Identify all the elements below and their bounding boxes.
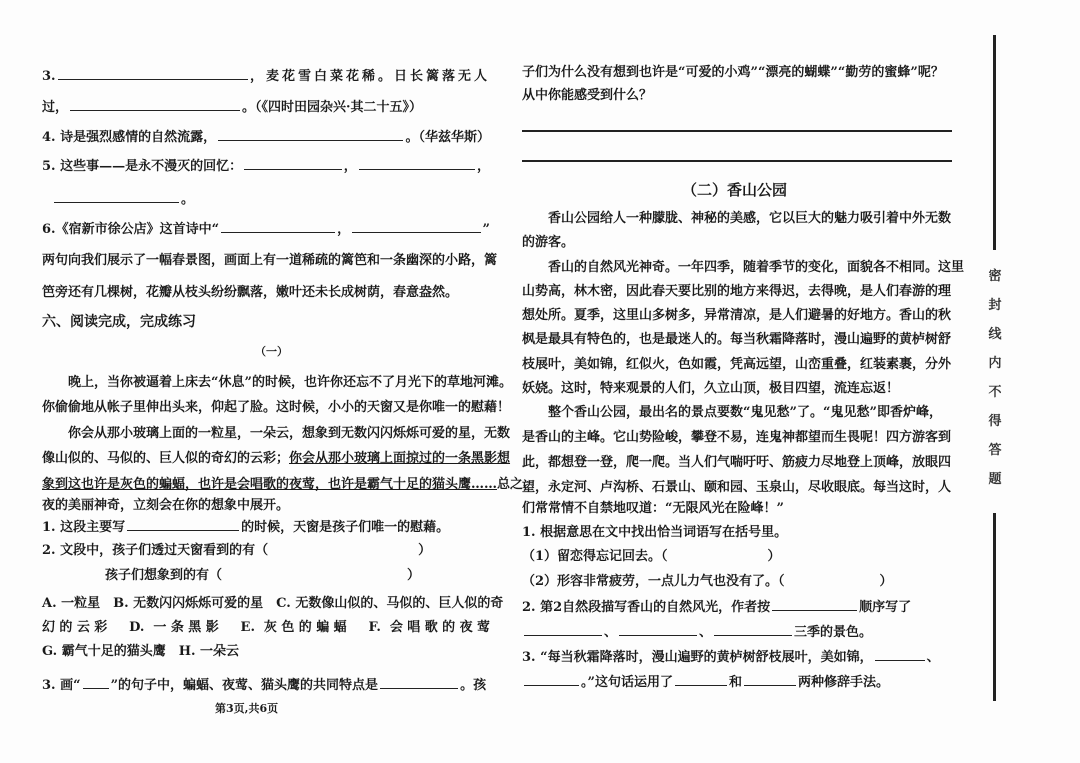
punctuation: 。 [181, 192, 195, 207]
options-text: G. 霸气十足的猫头鹰 H. 一朵云 [42, 644, 240, 659]
fill-in-q4 [42, 126, 490, 146]
passage-text: 晚上，当你被逼着上床去“休息”的时候，也许你还忘不了月光下的草地河滩。 [68, 375, 512, 390]
passage-text: 们常常情不自禁地叹道：“无限风光在险峰！” [522, 501, 784, 516]
reading-q2a [42, 541, 490, 561]
passage-line [42, 449, 511, 469]
answer-line[interactable] [522, 160, 952, 162]
answer-blank[interactable] [744, 671, 796, 686]
question-text: 4. 诗是强烈感情的自然流露， [42, 130, 217, 145]
question-text: 3. 画“ [42, 678, 81, 693]
question-text: 三季的景色。 [794, 625, 873, 640]
question-number: 3. [42, 69, 56, 84]
answer-blank[interactable] [875, 646, 925, 661]
punctuation: ， [343, 159, 357, 174]
question-text: （2）形容非常疲劳，一点儿力气也没有了。（ [522, 574, 785, 589]
underlined-sentence: 象到这也许是灰色的蝙蝠，也许是会唱歌的夜莺，也许是霸气十足的猫头鹰…… [42, 477, 498, 492]
answer-blank[interactable] [127, 516, 239, 531]
reading-q2b [105, 566, 553, 586]
fill-in-q3-line1 [42, 65, 490, 85]
question-text: 两种修辞手法。 [798, 675, 890, 690]
question-text: 2. 文段中，孩子们透过天窗看到的有（ [42, 543, 269, 558]
passage-text: 枫是最具有特色的，也是最迷人的。每当秋霜降落时，漫山遍野的黄栌树舒 [522, 332, 952, 347]
question-text: 6.《宿新市徐公店》这首诗中“ [42, 222, 220, 237]
answer-blank[interactable] [675, 671, 727, 686]
answer-blank[interactable] [359, 155, 475, 170]
question-text: 2. 第2自然段描写香山的自然风光，作者按 [522, 600, 771, 615]
reading-q1 [42, 516, 490, 536]
answer-blank[interactable] [221, 218, 335, 233]
q6-description: 笆旁还有几棵树，花瓣从枝头纷纷飘落，嫩叶还未长成树荫，春意盎然。 [42, 285, 459, 300]
passage-text: 夜的美丽神奇，立刻会在你的想象中展开。 [42, 498, 290, 513]
answer-blank[interactable] [714, 621, 792, 636]
passage-text: 你偷偷地从帐子里伸出头来，仰起了脸。这时候，小小的天窗又是你唯一的慰藉！ [42, 400, 511, 415]
answer-line[interactable] [522, 130, 952, 132]
passage-text: 你会从那小玻璃上面的一粒星，一朵云，想象到无数闪闪烁烁可爱的星，无数 [68, 426, 511, 441]
reading2-q2 [522, 596, 952, 616]
passage-text: 望，永定河、卢沟桥、石景山、颐和园、玉泉山，尽收眼底。每当这时，人 [522, 480, 952, 495]
answer-blank[interactable] [83, 674, 109, 689]
question-text: 。”这句话运用了 [581, 675, 673, 690]
reading2-q1-1 [522, 547, 952, 567]
passage-text: 山势高，林木密，因此春天要比别的地方来得迟，去得晚，是人们春游的理 [522, 284, 952, 299]
passage-text: 像山似的、马似的、巨人似的奇幻的云彩； [42, 451, 290, 466]
punctuation: ， [337, 222, 351, 237]
part-title: （一） [255, 345, 288, 358]
question-text: 。（《四时田园杂兴·其二十五》） [242, 100, 423, 115]
passage-text: 总之， [497, 477, 537, 492]
question-text: ”的句子中，蝙蝠、夜莺、猫头鹰的共同特点是 [110, 678, 379, 693]
question-text: 和 [728, 675, 742, 690]
answer-blank[interactable] [218, 126, 403, 141]
answer-blank[interactable] [58, 65, 248, 80]
fill-in-q6 [42, 218, 490, 238]
page-footer: 第3页,共6页 [215, 702, 279, 715]
fill-in-q3-line2 [42, 96, 490, 116]
fill-in-q5-line2 [52, 188, 500, 208]
question-text: 从中你能感受到什么？ [522, 88, 653, 103]
seal-line-note: 密封线内不得答题 [988, 269, 1002, 487]
reading2-q1-2 [522, 572, 952, 592]
passage-text: 的游客。 [522, 235, 575, 250]
answer-blank[interactable] [352, 218, 480, 233]
passage-text: 枝展叶，美如锦，红似火，色如霞，凭高远望，山峦重叠，红装素裹，分外 [522, 357, 952, 372]
options-text: A. 一粒星 B. 无数闪闪烁烁可爱的星 C. 无数像山似的、马似的、巨人似的奇 [42, 596, 504, 611]
reading2-q2-line2 [522, 621, 952, 641]
underlined-sentence: 你会从那小玻璃上面掠过的一条黑影想 [289, 451, 511, 466]
passage-text: 香山的自然风光神奇。一年四季，随着季节的变化，面貌各不相同。这里 [548, 260, 965, 275]
question-text: 子们为什么没有想到也许是“可爱的小鸡”“漂亮的蝴蝶”“勤劳的蜜蜂”呢？ [522, 65, 944, 80]
question-text: 3. “每当秋霜降落时，漫山遍野的黄栌树舒枝展叶，美如锦， [522, 650, 873, 665]
passage-text: 想处所。夏季，这里山多树多，异常清凉，是人们避暑的好地方。香山的秋 [522, 308, 952, 323]
question-text: 。（华兹华斯） [405, 130, 490, 145]
passage-text: 是香山的主峰。它山势险峻，攀登不易，连鬼神都望而生畏呢！四方游客到 [522, 430, 952, 445]
question-text: 顺序写了 [859, 600, 912, 615]
question-text: 孩子们想象到的有（ [105, 568, 223, 583]
answer-blank[interactable] [619, 621, 697, 636]
passage-text: 此，都想登一登，爬一爬。当人们气喘吁吁、筋疲力尽地登上顶峰，放眼四 [522, 455, 952, 470]
options-text: 幻的云彩 D. 一条黑影 E. 灰色的蝙蝠 F. 会唱歌的夜莺 [42, 620, 490, 635]
punctuation: 、 [699, 625, 713, 640]
punctuation: ， [476, 159, 490, 174]
question-text: 5. 这些事——是永不漫灭的回忆： [42, 159, 243, 174]
answer-blank[interactable] [524, 621, 602, 636]
fill-in-q5 [42, 155, 490, 175]
punctuation: ） [407, 568, 421, 583]
question-text: 的时候，天窗是孩子们唯一的慰藉。 [241, 520, 450, 535]
punctuation: ） [767, 549, 781, 564]
punctuation: ” [482, 222, 490, 237]
section-title: 六、阅读完成，完成练习 [42, 314, 196, 330]
question-text: 1. 这段主要写 [42, 520, 126, 535]
answer-blank[interactable] [380, 674, 458, 689]
reading2-q3-line2 [522, 671, 952, 691]
answer-blank[interactable] [54, 188, 179, 203]
punctuation: ） [879, 574, 893, 589]
part-title: （二）香山公园 [682, 181, 788, 199]
passage-line [42, 475, 537, 495]
question-text: 过， [42, 100, 69, 115]
passage-text: 妖娆。这时，特来观景的人们，久立山顶，极目四望，流连忘返！ [522, 381, 900, 396]
punctuation: 、 [926, 650, 940, 665]
answer-blank[interactable] [772, 596, 857, 611]
passage-text: 整个香山公园，最出名的景点要数“鬼见愁”了。“鬼见愁”即香炉峰， [548, 405, 942, 420]
answer-blank[interactable] [70, 96, 240, 111]
question-text: 1. 根据意思在文中找出恰当词语写在括号里。 [522, 525, 788, 540]
question-text: ，麦花雪白菜花稀。日长篱落无人 [249, 69, 490, 84]
seal-line-top [993, 35, 996, 250]
seal-line-bottom [993, 513, 996, 701]
question-text: （1）留恋得忘记回去。（ [522, 549, 668, 564]
punctuation: ） [418, 543, 432, 558]
answer-blank[interactable] [524, 671, 579, 686]
q6-description: 两句向我们展示了一幅春景图，画面上有一道稀疏的篱笆和一条幽深的小路，篱 [42, 253, 498, 268]
answer-blank[interactable] [244, 155, 342, 170]
reading2-q3 [522, 646, 952, 666]
passage-text: 香山公园给人一种朦胧、神秘的美感，它以巨大的魅力吸引着中外无数 [548, 211, 952, 226]
question-text: 。孩 [460, 678, 487, 693]
reading-q3 [42, 674, 490, 694]
punctuation: 、 [604, 625, 618, 640]
